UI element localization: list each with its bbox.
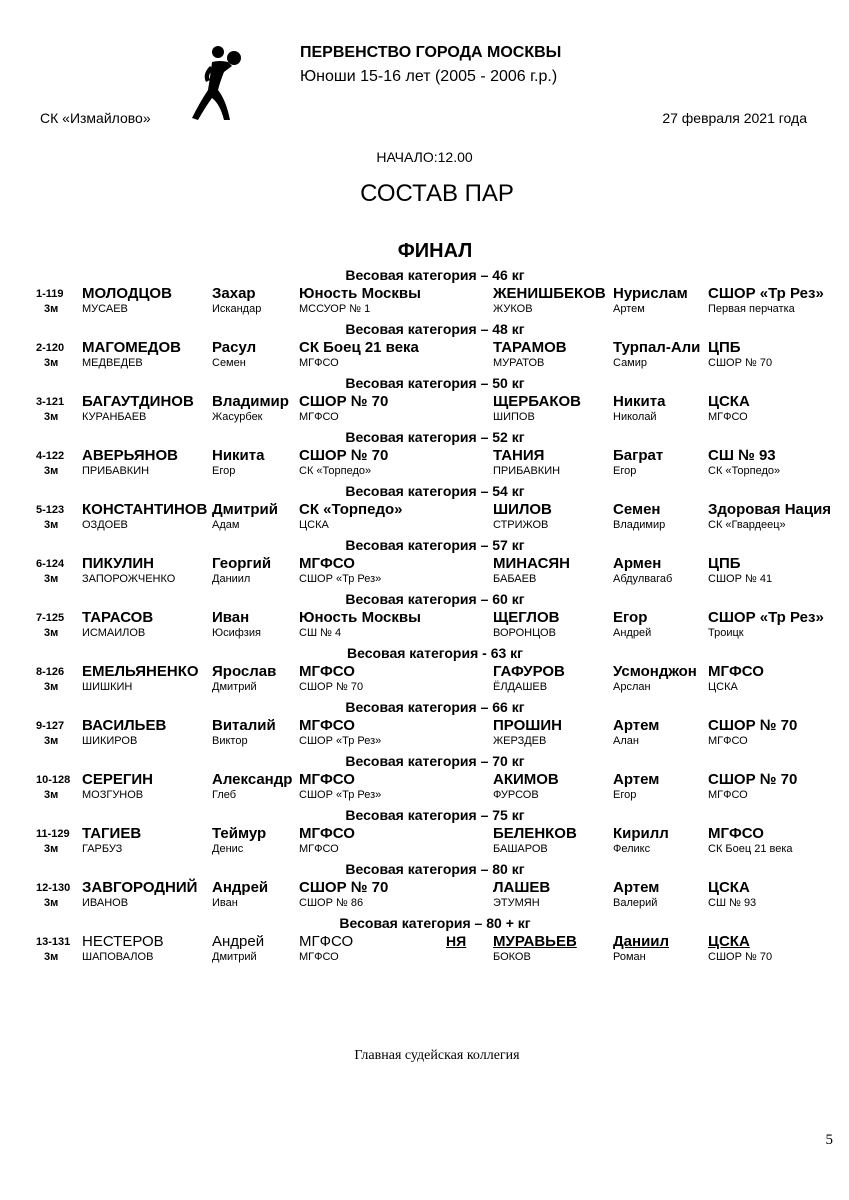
red-name: Теймур bbox=[212, 825, 267, 842]
red-team: СШОР № 70 bbox=[299, 879, 389, 896]
blue-team: СШОР № 70 bbox=[708, 717, 798, 734]
coach-red-team: СШОР «Тр Рез» bbox=[299, 735, 382, 747]
coach-blue-surname: ЖЕРЗДЕВ bbox=[493, 735, 547, 747]
weight-category: Весовая категория – 48 кг bbox=[345, 321, 525, 337]
page-number: 5 bbox=[825, 1132, 833, 1148]
coach-blue-name: Самир bbox=[613, 357, 648, 369]
coach-red-team: МССУОР № 1 bbox=[299, 303, 371, 315]
blue-surname: ЩЕРБАКОВ bbox=[493, 393, 581, 410]
coach-blue-name: Валерий bbox=[613, 897, 658, 909]
coach-red-name: Жасурбек bbox=[212, 411, 263, 423]
bout-corner-label: 3м bbox=[44, 357, 59, 369]
blue-surname: ЖЕНИШБЕКОВ bbox=[493, 285, 606, 302]
coach-red-name: Даниил bbox=[212, 573, 251, 585]
coach-red-surname: ИСМАИЛОВ bbox=[82, 627, 146, 639]
blue-surname: ЛАШЕВ bbox=[493, 879, 551, 896]
coach-blue-name: Егор bbox=[613, 465, 637, 477]
red-team: Юность Москвы bbox=[299, 609, 421, 626]
bout-corner-label: 3м bbox=[44, 789, 59, 801]
coach-blue-surname: ФУРСОВ bbox=[493, 789, 539, 801]
coach-blue-team: СК Боец 21 века bbox=[708, 843, 793, 855]
blue-surname: МУРАВЬЕВ bbox=[493, 933, 577, 950]
red-surname: МОЛОДЦОВ bbox=[82, 285, 172, 302]
weight-category: Весовая категория – 80 кг bbox=[345, 861, 525, 877]
red-team: МГФСО bbox=[299, 663, 355, 680]
coach-red-surname: КУРАНБАЕВ bbox=[82, 411, 147, 423]
coach-red-surname: МУСАЕВ bbox=[82, 303, 128, 315]
bout-corner-label: 3м bbox=[44, 627, 59, 639]
judges-committee: Главная судейская коллегия bbox=[354, 1048, 520, 1063]
coach-red-team: СШОР «Тр Рез» bbox=[299, 789, 382, 801]
bout-number: 5-123 bbox=[36, 504, 65, 516]
coach-red-team: ЦСКА bbox=[299, 519, 329, 531]
coach-blue-surname: БАШАРОВ bbox=[493, 843, 548, 855]
coach-blue-team: СК «Гвардеец» bbox=[708, 519, 786, 531]
weight-category: Весовая категория – 46 кг bbox=[345, 267, 525, 283]
coach-blue-team: МГФСО bbox=[708, 411, 748, 423]
bout-corner-label: 3м bbox=[44, 951, 59, 963]
coach-red-team: МГФСО bbox=[299, 357, 339, 369]
weight-category: Весовая категория – 52 кг bbox=[345, 429, 525, 445]
coach-blue-team: СШОР № 70 bbox=[708, 951, 773, 963]
bout-row bbox=[0, 932, 849, 968]
bout-number: 12-130 bbox=[36, 882, 71, 894]
blue-team: ЦПБ bbox=[708, 339, 741, 356]
blue-team: МГФСО bbox=[708, 825, 764, 842]
coach-blue-team: СК «Торпедо» bbox=[708, 465, 781, 477]
blue-team: СШОР «Тр Рез» bbox=[708, 285, 824, 302]
bout-row bbox=[0, 284, 849, 320]
blue-name: Армен bbox=[613, 555, 662, 572]
blue-name: Артем bbox=[613, 717, 660, 734]
bout-number: 13-131 bbox=[36, 936, 71, 948]
blue-team: ЦПБ bbox=[708, 555, 741, 572]
document-title: ПЕРВЕНСТВО ГОРОДА МОСКВЫ bbox=[300, 44, 562, 61]
blue-surname: ТАНИЯ bbox=[493, 447, 545, 464]
document-subtitle: Юноши 15-16 лет (2005 - 2006 г.р.) bbox=[300, 68, 558, 85]
red-team: МГФСО bbox=[299, 555, 355, 572]
red-name: Георгий bbox=[212, 555, 272, 572]
coach-blue-surname: БАБАЕВ bbox=[493, 573, 537, 585]
blue-name: Кирилл bbox=[613, 825, 669, 842]
coach-red-surname: ОЗДОЕВ bbox=[82, 519, 128, 531]
red-name: Дмитрий bbox=[212, 501, 278, 518]
red-surname: АВЕРЬЯНОВ bbox=[82, 447, 178, 464]
coach-red-team: МГФСО bbox=[299, 411, 339, 423]
coach-blue-team: Троицк bbox=[708, 627, 744, 639]
bout-row bbox=[0, 878, 849, 914]
red-surname: ТАГИЕВ bbox=[82, 825, 142, 842]
coach-red-name: Искандар bbox=[212, 303, 262, 315]
bout-corner-label: 3м bbox=[44, 573, 59, 585]
red-name: Андрей bbox=[212, 879, 269, 896]
blue-team: ЦСКА bbox=[708, 879, 750, 896]
red-team: Юность Москвы bbox=[299, 285, 421, 302]
weight-category: Весовая категория – 60 кг bbox=[345, 591, 525, 607]
coach-blue-name: Арслан bbox=[613, 681, 651, 693]
page-heading: СОСТАВ ПАР bbox=[360, 180, 514, 207]
bout-number: 7-125 bbox=[36, 612, 65, 624]
coach-blue-surname: ВОРОНЦОВ bbox=[493, 627, 556, 639]
blue-team: СШОР № 70 bbox=[708, 771, 798, 788]
blue-name: Никита bbox=[613, 393, 666, 410]
red-surname: БАГАУТДИНОВ bbox=[82, 393, 194, 410]
bout-row bbox=[0, 662, 849, 698]
red-team: МГФСО bbox=[299, 825, 355, 842]
blue-name: Турпал-Али bbox=[613, 339, 701, 356]
coach-red-surname: ЗАПОРОЖЧЕНКО bbox=[82, 573, 176, 585]
blue-team: СШОР «Тр Рез» bbox=[708, 609, 824, 626]
blue-name: Баграт bbox=[613, 447, 664, 464]
bout-number: 1-119 bbox=[36, 288, 64, 300]
red-team: МГФСО bbox=[299, 933, 354, 950]
coach-blue-surname: ПРИБАВКИН bbox=[493, 465, 561, 477]
coach-blue-team: Первая перчатка bbox=[708, 303, 795, 315]
bout-corner-label: 3м bbox=[44, 735, 59, 747]
blue-team: МГФСО bbox=[708, 663, 764, 680]
bout-number: 9-127 bbox=[36, 720, 65, 732]
bout-number: 8-126 bbox=[36, 666, 65, 678]
coach-blue-surname: ЖУКОВ bbox=[493, 303, 533, 315]
red-name: Владимир bbox=[212, 393, 289, 410]
coach-red-name: Денис bbox=[212, 843, 244, 855]
bout-corner-label: 3м bbox=[44, 843, 59, 855]
red-surname: ПИКУЛИН bbox=[82, 555, 154, 572]
red-name: Александр bbox=[212, 771, 293, 788]
red-surname: ВАСИЛЬЕВ bbox=[82, 717, 167, 734]
blue-name: Даниил bbox=[613, 933, 670, 950]
blue-name: Артем bbox=[613, 771, 660, 788]
coach-blue-team: СШ № 93 bbox=[708, 897, 757, 909]
red-name: Ярослав bbox=[212, 663, 277, 680]
coach-red-name: Виктор bbox=[212, 735, 248, 747]
coach-blue-team: СШОР № 41 bbox=[708, 573, 773, 585]
coach-red-surname: ИВАНОВ bbox=[82, 897, 129, 909]
red-name: Захар bbox=[212, 285, 256, 302]
bout-row bbox=[0, 824, 849, 860]
blue-surname: АКИМОВ bbox=[493, 771, 559, 788]
walkover-mark: НЯ bbox=[446, 933, 467, 949]
blue-surname: ГАФУРОВ bbox=[493, 663, 565, 680]
bout-row bbox=[0, 554, 849, 590]
boxer-logo-icon bbox=[190, 44, 250, 124]
coach-red-surname: ШАПОВАЛОВ bbox=[82, 951, 154, 963]
venue-club: СК «Измайлово» bbox=[40, 110, 151, 126]
bout-row bbox=[0, 392, 849, 428]
blue-name: Артем bbox=[613, 879, 660, 896]
bout-corner-label: 3м bbox=[44, 303, 59, 315]
coach-red-team: МГФСО bbox=[299, 843, 339, 855]
coach-blue-name: Владимир bbox=[613, 519, 666, 531]
coach-blue-surname: ЭТУМЯН bbox=[493, 897, 540, 909]
bout-corner-label: 3м bbox=[44, 681, 59, 693]
bout-corner-label: 3м bbox=[44, 897, 59, 909]
coach-red-name: Семен bbox=[212, 357, 246, 369]
coach-red-surname: ШИШКИН bbox=[82, 681, 133, 693]
red-surname: КОНСТАНТИНОВ bbox=[82, 501, 208, 518]
coach-red-team: СШОР № 86 bbox=[299, 897, 364, 909]
coach-blue-team: МГФСО bbox=[708, 789, 748, 801]
coach-blue-name: Абдулвагаб bbox=[613, 573, 673, 585]
blue-team: Здоровая Нация bbox=[708, 501, 832, 518]
red-name: Расул bbox=[212, 339, 257, 356]
bout-number: 10-128 bbox=[36, 774, 71, 786]
coach-red-name: Дмитрий bbox=[212, 951, 257, 963]
bout-number: 11-129 bbox=[36, 828, 70, 840]
coach-red-name: Егор bbox=[212, 465, 236, 477]
bout-number: 6-124 bbox=[36, 558, 65, 570]
weight-category: Весовая категория - 63 кг bbox=[346, 645, 524, 661]
coach-red-surname: ГАРБУЗ bbox=[82, 843, 123, 855]
coach-blue-name: Феликс bbox=[613, 843, 651, 855]
coach-red-name: Дмитрий bbox=[212, 681, 257, 693]
coach-red-surname: ПРИБАВКИН bbox=[82, 465, 150, 477]
bout-corner-label: 3м bbox=[44, 411, 59, 423]
blue-team: ЦСКА bbox=[708, 393, 750, 410]
coach-blue-name: Алан bbox=[613, 735, 639, 747]
coach-blue-team: СШОР № 70 bbox=[708, 357, 773, 369]
weight-category: Весовая категория – 70 кг bbox=[345, 753, 525, 769]
red-surname: ЕМЕЛЬЯНЕНКО bbox=[82, 663, 199, 680]
red-surname: ТАРАСОВ bbox=[82, 609, 154, 626]
coach-blue-name: Егор bbox=[613, 789, 637, 801]
coach-red-name: Иван bbox=[212, 897, 238, 909]
blue-team: СШ № 93 bbox=[708, 447, 776, 464]
bout-number: 2-120 bbox=[36, 342, 65, 354]
red-name: Иван bbox=[212, 609, 250, 626]
bout-row bbox=[0, 446, 849, 482]
weight-category: Весовая категория – 66 кг bbox=[345, 699, 525, 715]
coach-blue-surname: БОКОВ bbox=[493, 951, 531, 963]
bout-number: 3-121 bbox=[36, 396, 65, 408]
coach-blue-name: Николай bbox=[613, 411, 657, 423]
bout-row bbox=[0, 338, 849, 374]
bouts-list bbox=[0, 266, 849, 968]
blue-name: Егор bbox=[613, 609, 648, 626]
start-time: НАЧАЛО:12.00 bbox=[376, 149, 473, 165]
coach-red-name: Адам bbox=[212, 519, 240, 531]
coach-blue-surname: СТРИЖОВ bbox=[493, 519, 549, 531]
red-surname: СЕРЕГИН bbox=[82, 771, 153, 788]
red-team: СК «Торпедо» bbox=[299, 501, 403, 518]
blue-name: Усмонджон bbox=[613, 663, 697, 680]
coach-blue-surname: ЁЛДАШЕВ bbox=[493, 681, 548, 693]
red-surname: НЕСТЕРОВ bbox=[82, 933, 164, 950]
blue-surname: ТАРАМОВ bbox=[493, 339, 567, 356]
blue-name: Нурислам bbox=[613, 285, 688, 302]
coach-red-team: СК «Торпедо» bbox=[299, 465, 372, 477]
red-team: СК Боец 21 века bbox=[299, 339, 419, 356]
coach-red-name: Юсифзия bbox=[212, 627, 261, 639]
red-team: МГФСО bbox=[299, 771, 355, 788]
coach-blue-name: Андрей bbox=[613, 627, 652, 639]
red-team: СШОР № 70 bbox=[299, 393, 389, 410]
coach-blue-team: МГФСО bbox=[708, 735, 748, 747]
bout-row bbox=[0, 770, 849, 806]
bout-corner-label: 3м bbox=[44, 465, 59, 477]
blue-name: Семен bbox=[613, 501, 661, 518]
weight-category: Весовая категория – 54 кг bbox=[345, 483, 525, 499]
coach-red-surname: ШИКИРОВ bbox=[82, 735, 138, 747]
red-team: СШОР № 70 bbox=[299, 447, 389, 464]
bout-row bbox=[0, 716, 849, 752]
coach-red-team: СШОР «Тр Рез» bbox=[299, 573, 382, 585]
blue-surname: МИНАСЯН bbox=[493, 555, 571, 572]
red-name: Виталий bbox=[212, 717, 276, 734]
coach-blue-name: Роман bbox=[613, 951, 646, 963]
coach-red-surname: МЕДВЕДЕВ bbox=[82, 357, 143, 369]
red-team: МГФСО bbox=[299, 717, 355, 734]
weight-category: Весовая категория – 50 кг bbox=[345, 375, 525, 391]
coach-blue-team: ЦСКА bbox=[708, 681, 738, 693]
red-surname: МАГОМЕДОВ bbox=[82, 339, 181, 356]
coach-red-team: МГФСО bbox=[299, 951, 339, 963]
coach-red-team: СШ № 4 bbox=[299, 627, 342, 639]
coach-red-name: Глеб bbox=[212, 789, 237, 801]
red-name: Никита bbox=[212, 447, 265, 464]
bout-row bbox=[0, 608, 849, 644]
stage-title: ФИНАЛ bbox=[397, 240, 473, 262]
blue-surname: ЩЕГЛОВ bbox=[493, 609, 560, 626]
red-surname: ЗАВГОРОДНИЙ bbox=[82, 879, 198, 896]
weight-category: Весовая категория – 57 кг bbox=[345, 537, 525, 553]
bout-row bbox=[0, 500, 849, 536]
bout-corner-label: 3м bbox=[44, 519, 59, 531]
weight-category: Весовая категория – 80 + кг bbox=[339, 915, 531, 931]
coach-red-team: СШОР № 70 bbox=[299, 681, 364, 693]
blue-team: ЦСКА bbox=[708, 933, 750, 950]
coach-blue-name: Артем bbox=[613, 303, 645, 315]
coach-blue-surname: ШИПОВ bbox=[493, 411, 535, 423]
coach-red-surname: МОЗГУНОВ bbox=[82, 789, 144, 801]
red-name: Андрей bbox=[212, 933, 265, 950]
blue-surname: ШИЛОВ bbox=[493, 501, 552, 518]
blue-surname: БЕЛЕНКОВ bbox=[493, 825, 577, 842]
event-date: 27 февраля 2021 года bbox=[662, 110, 807, 126]
weight-category: Весовая категория – 75 кг bbox=[345, 807, 525, 823]
blue-surname: ПРОШИН bbox=[493, 717, 562, 734]
bout-number: 4-122 bbox=[36, 450, 65, 462]
coach-blue-surname: МУРАТОВ bbox=[493, 357, 545, 369]
